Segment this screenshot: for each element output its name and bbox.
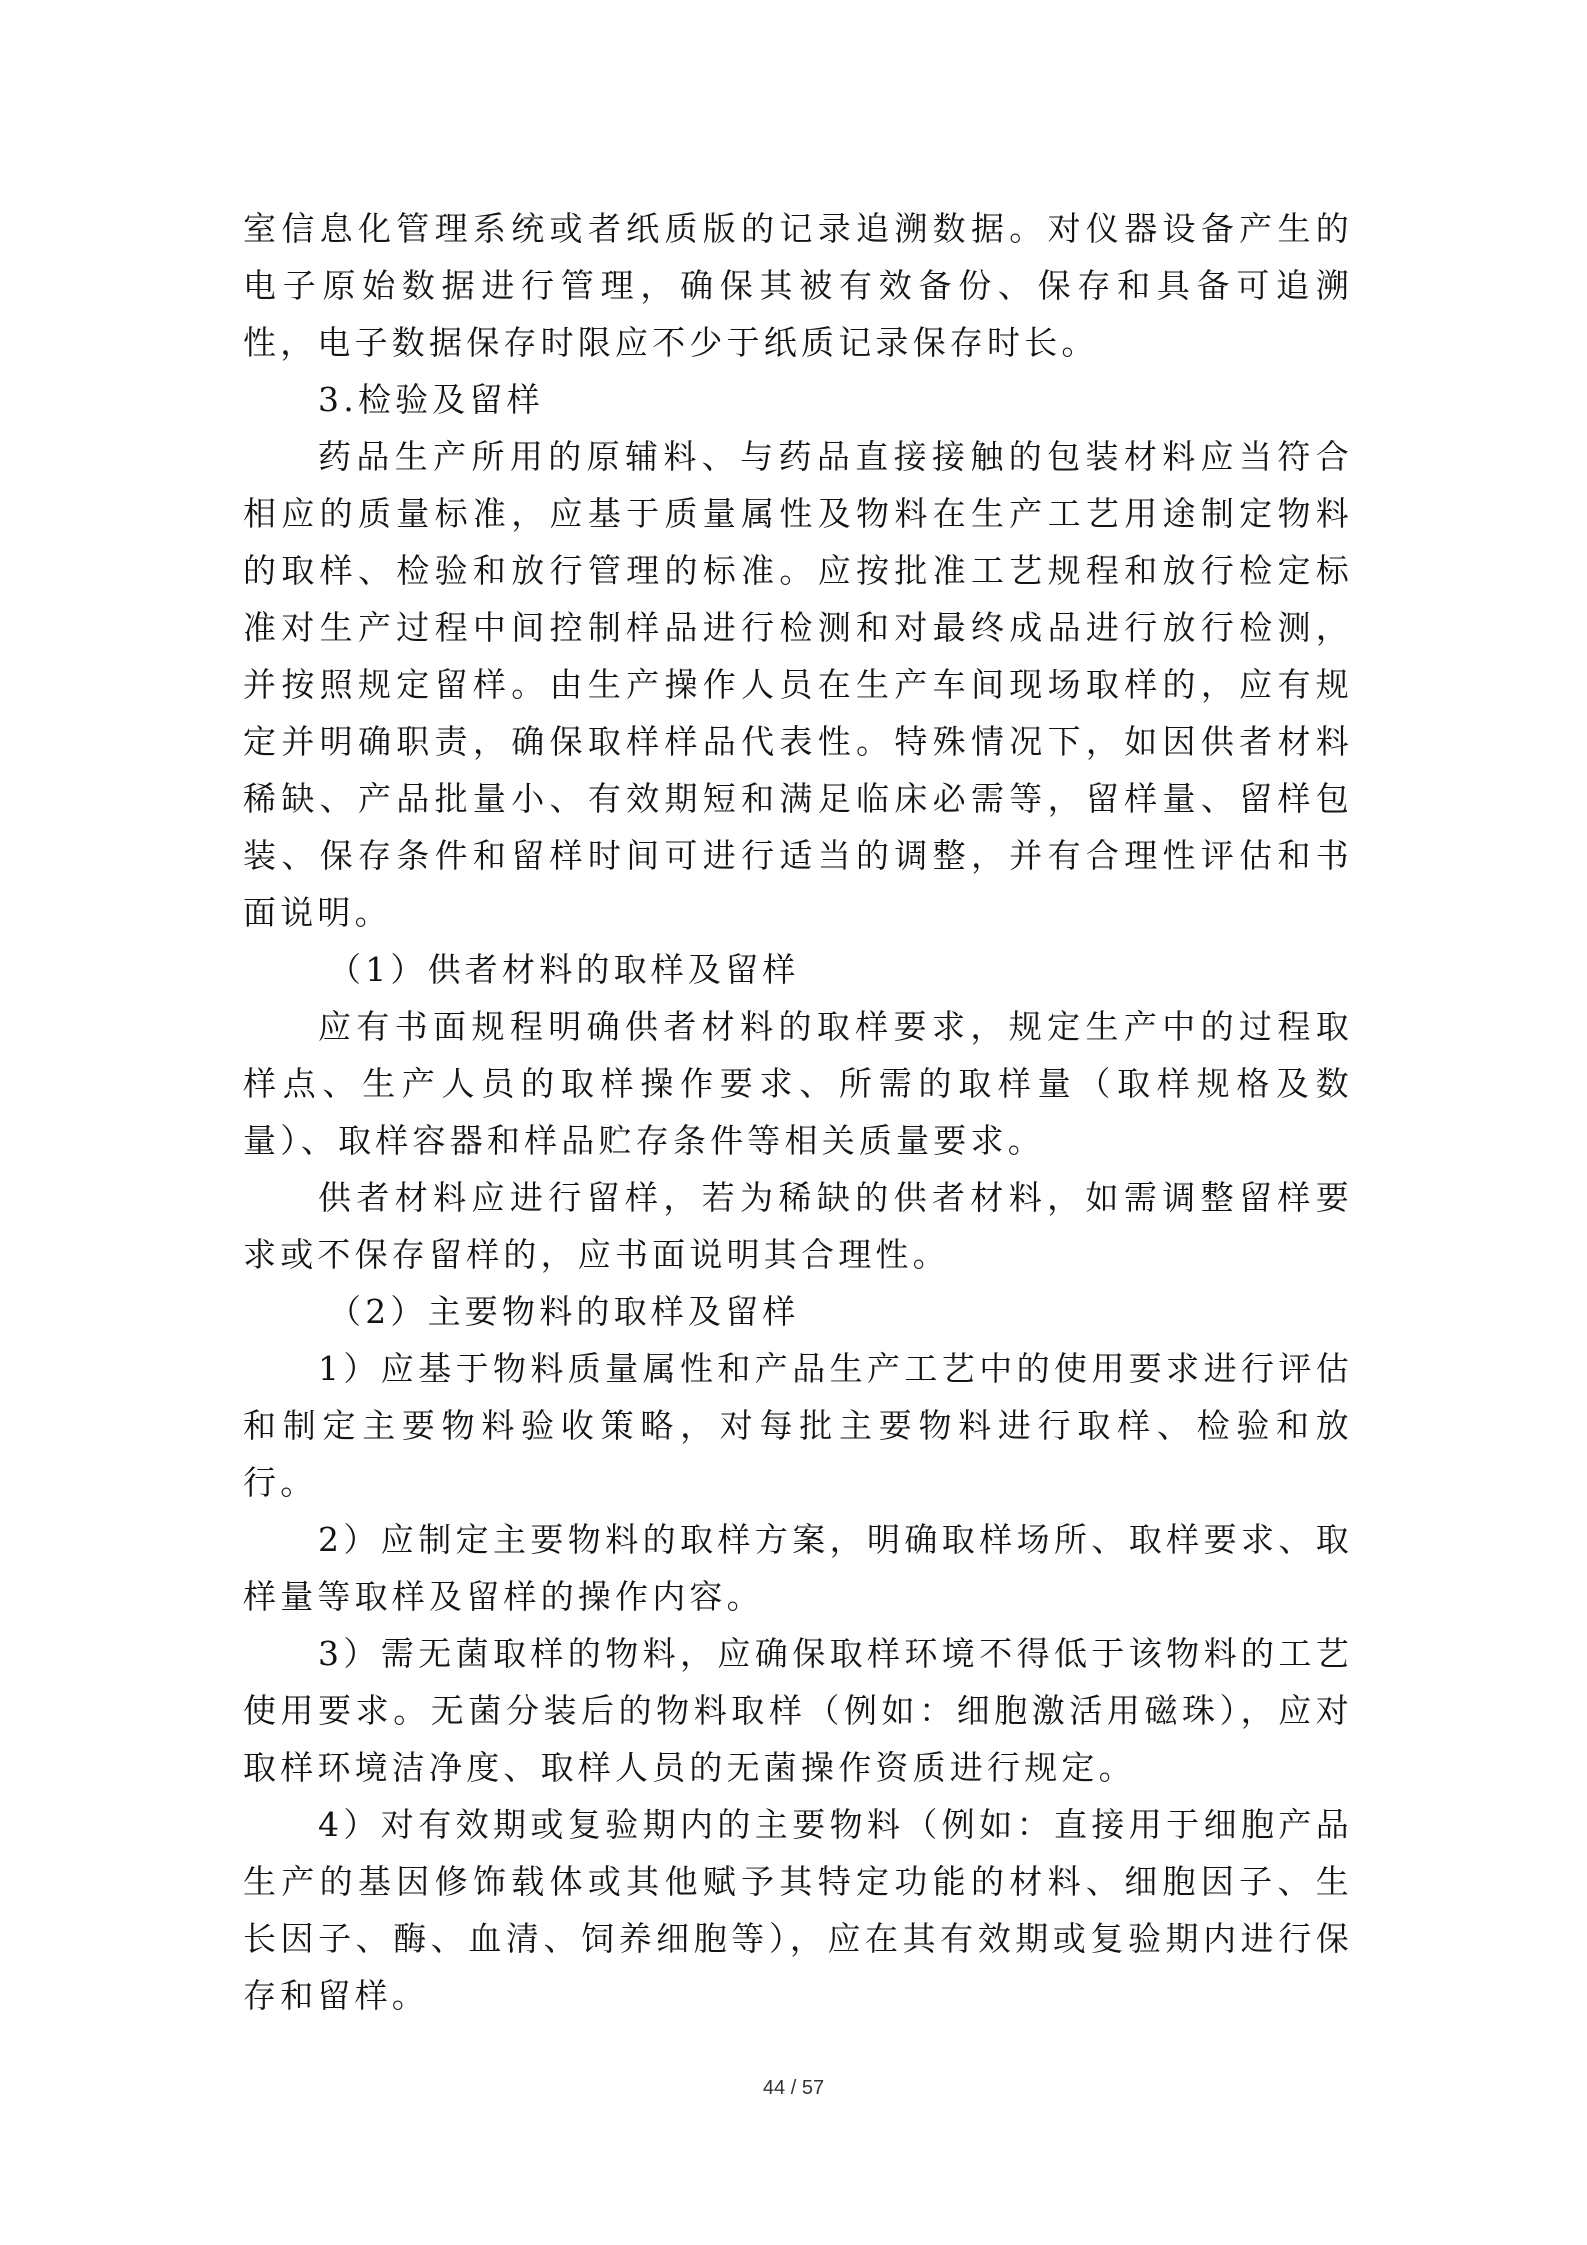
- paragraph-material-standards: 药品生产所用的原辅料、与药品直接接触的包装材料应当符合相应的质量标准，应基于质量属性及物料在生产工艺用途制定物料的取样、检验和放行管理的标准。应按批准工艺规程和放行检定标准对生产过程中间控制样品进行检测和对最终成品进行放行检测，并按照规定留样。由生产操作人员在生产车间现场取样的，应有规定并明确职责，确保取样样品代表性。特殊情况下，如因供者材料稀缺、产品批量小、有效期短和满足临床必需等，留样量、留样包装、保存条件和留样时间可进行适当的调整，并有合理性评估和书面说明。: [243, 437, 1353, 932]
- paragraph-item-2: 2）应制定主要物料的取样方案，明确取样场所、取样要求、取样量等取样及留样的操作内容。: [243, 1520, 1353, 1616]
- subheading-main-material-sampling: （2）主要物料的取样及留样: [328, 1292, 800, 1331]
- page-body: [243, 200, 1353, 2024]
- paragraph-item-3: 3）需无菌取样的物料，应确保取样环境不得低于该物料的工艺使用要求。无菌分装后的物料取样（例如：细胞激活用磁珠），应对取样环境洁净度、取样人员的无菌操作资质进行规定。: [243, 1634, 1353, 1787]
- paragraph-donor-sampling-procedure: 应有书面规程明确供者材料的取样要求，规定生产中的过程取样点、生产人员的取样操作要求、所需的取样量（取样规格及数量）、取样容器和样品贮存条件等相关质量要求。: [243, 1007, 1353, 1160]
- section-heading-inspection-retention: 3.检验及留样: [318, 380, 544, 419]
- subheading-donor-material-sampling: （1）供者材料的取样及留样: [328, 950, 800, 989]
- page-number: 44 / 57: [762, 2077, 825, 2099]
- paragraph-data-retention: 室信息化管理系统或者纸质版的记录追溯数据。对仪器设备产生的电子原始数据进行管理，确保其被有效备份、保存和具备可追溯性，电子数据保存时限应不少于纸质记录保存时长。: [243, 209, 1353, 362]
- paragraph-item-4: 4）对有效期或复验期内的主要物料（例如：直接用于细胞产品生产的基因修饰载体或其他赋予其特定功能的材料、细胞因子、生长因子、酶、血清、饲养细胞等），应在其有效期或复验期内进行保存和留样。: [243, 1805, 1353, 2015]
- paragraph-donor-retention: 供者材料应进行留样，若为稀缺的供者材料，如需调整留样要求或不保存留样的，应书面说明其合理性。: [243, 1178, 1353, 1274]
- paragraph-item-1: 1）应基于物料质量属性和产品生产工艺中的使用要求进行评估和制定主要物料验收策略，对每批主要物料进行取样、检验和放行。: [243, 1349, 1353, 1502]
